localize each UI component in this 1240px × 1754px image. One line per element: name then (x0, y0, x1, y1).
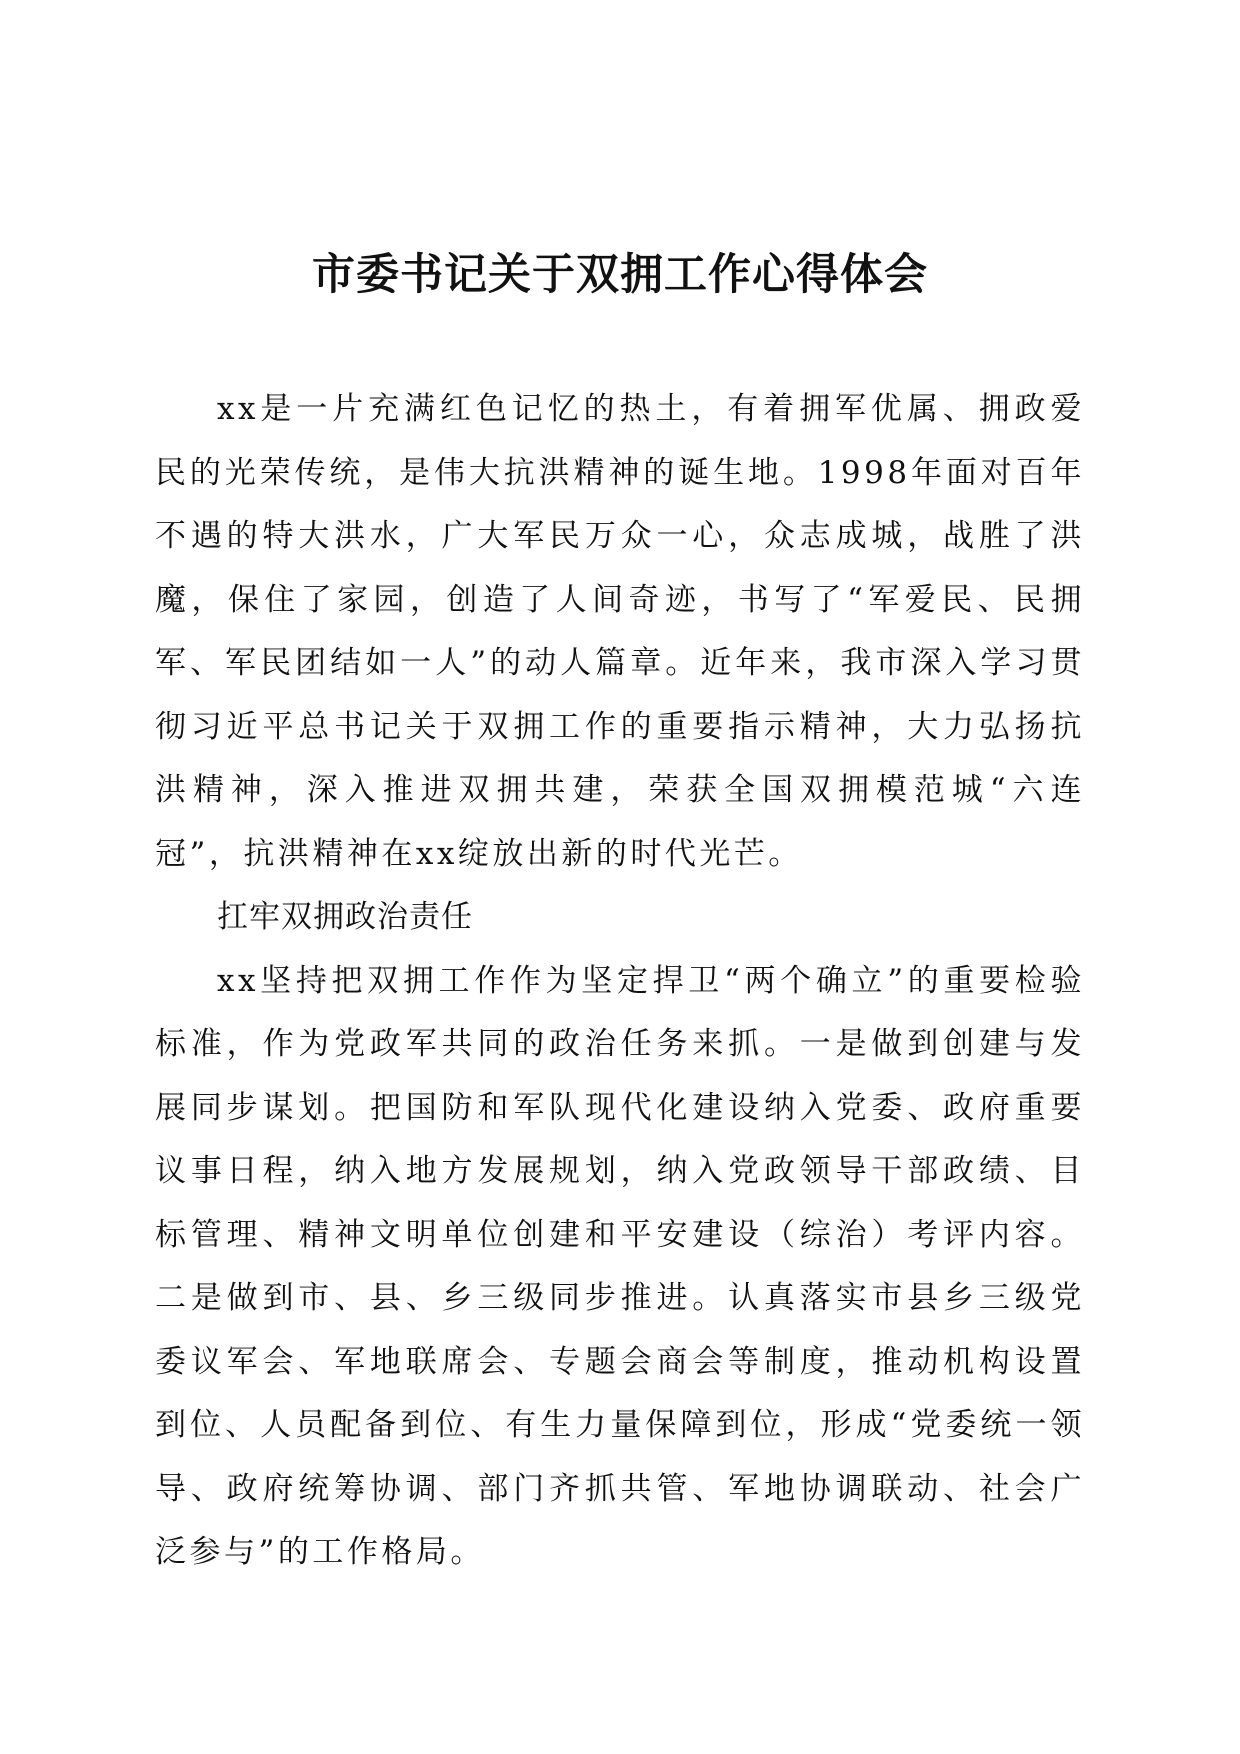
intro-paragraph: xx是一片充满红色记忆的热土，有着拥军优属、拥政爱民的光荣传统，是伟大抗洪精神的诞生地。1998年面对百年不遇的特大洪水，广大军民万众一心，众志成城，战胜了洪魔，保住了家园，创造了人间奇迹，书写了“军爱民、民拥军、军民团结如一人”的动人篇章。近年来，我市深入学习贯彻习近平总书记关于双拥工作的重要指示精神，大力弘扬抗洪精神，深入推进双拥共建，荣获全国双拥模范城“六连冠”，抗洪精神在xx绽放出新的时代光芒。 (155, 391, 1085, 872)
document-title: 市委书记关于双拥工作心得体会 (312, 250, 928, 300)
section-heading: 扛牢双拥政治责任 (217, 899, 473, 935)
section-paragraph: xx坚持把双拥工作作为坚定捍卫“两个确立”的重要检验标准，作为党政军共同的政治任务来抓。一是做到创建与发展同步谋划。把国防和军队现代化建设纳入党委、政府重要议事日程，纳入地方发展规划，纳入党政领导干部政绩、目标管理、精神文明单位创建和平安建设（综治）考评内容。二是做到市、县、乡三级同步推进。认真落实市县乡三级党委议军会、军地联席会、专题会商会等制度，推动机构设置到位、人员配备到位、有生力量保障到位，形成“党委统一领导、政府统筹协调、部门齐抓共管、军地协调联动、社会广泛参与”的工作格局。 (155, 962, 1085, 1570)
document-body (155, 378, 1085, 1585)
